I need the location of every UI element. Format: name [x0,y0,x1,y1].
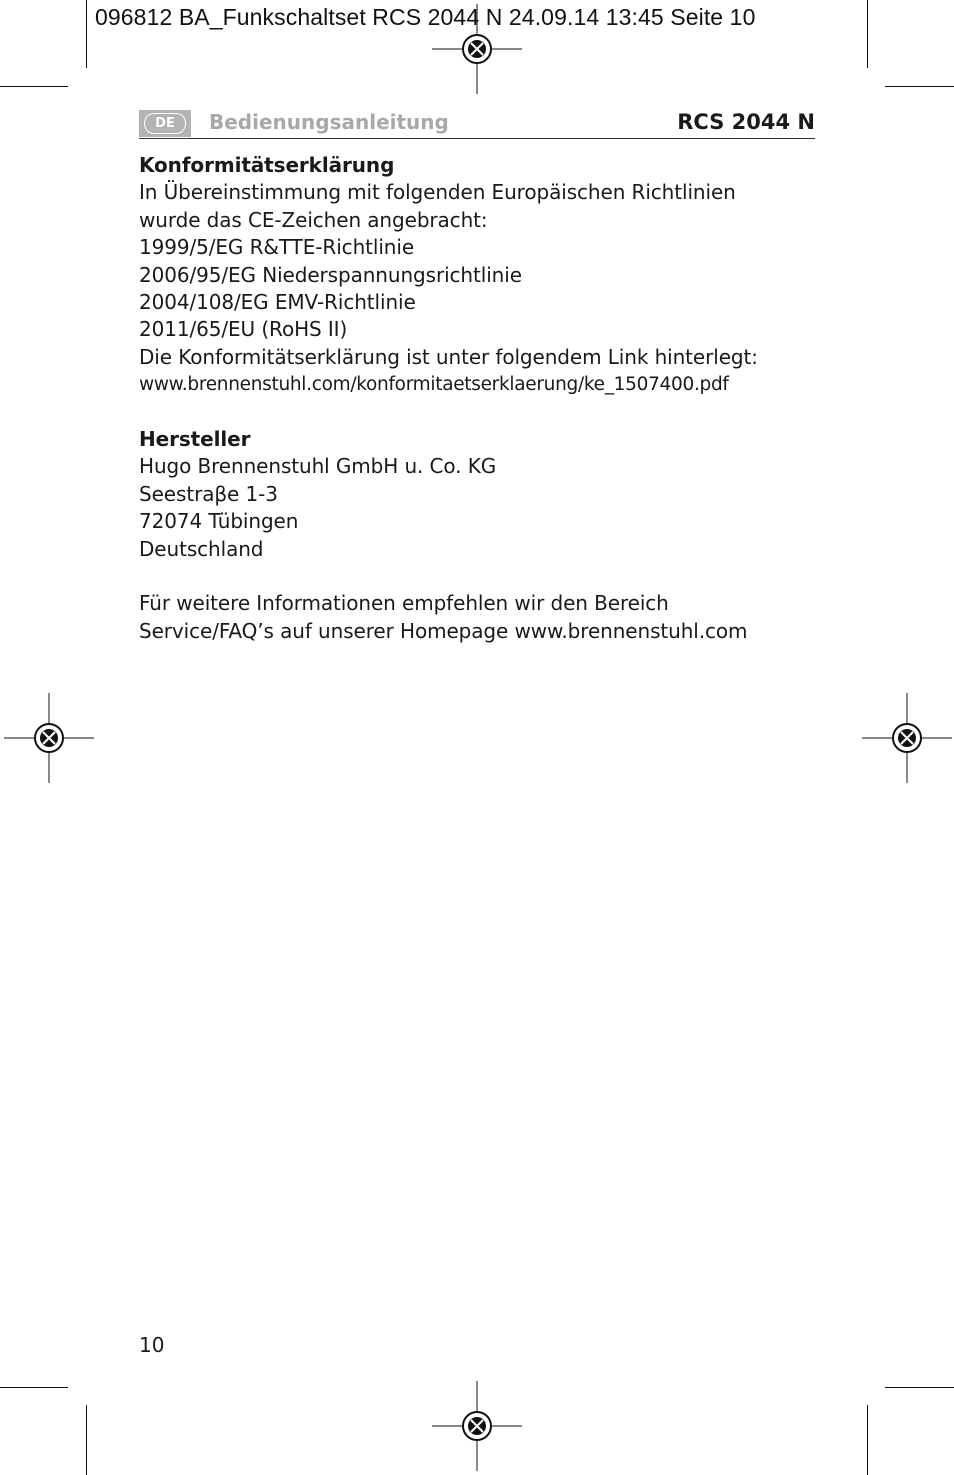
crop-mark-top-left-vertical [86,0,87,68]
model-number: RCS 2044 N [677,110,815,134]
more-info-line: Service/FAQ’s auf unserer Homepage www.brennenstuhl.com [139,618,748,643]
conformity-link: www.brennenstuhl.com/konformitaetserklaerung/ke_1507400.pdf [139,374,729,396]
directive-line: 2011/65/EU (RoHS II) [139,317,348,342]
directive-line: 2006/95/EG Niederspannungsrichtlinie [139,262,522,287]
language-code: DE [144,113,186,134]
manufacturer-street: Seestraβe 1-3 [139,481,278,506]
manufacturer-country: Deutschland [139,536,264,561]
conformity-line: Die Konformitätserklärung ist unter folgendem Link hinterlegt: [139,344,758,369]
crop-mark-bottom-left-vertical [86,1405,87,1475]
conformity-line: In Übereinstimmung mit folgenden Europäischen Richtlinien [139,180,736,205]
crop-mark-bottom-right-horizontal [885,1387,954,1388]
language-badge [139,110,191,137]
crop-mark-bottom-right-vertical [867,1405,868,1475]
document-type: Bedienungsanleitung [209,110,449,134]
crop-mark-bottom-left-horizontal [0,1387,68,1388]
registration-mark-right-icon [862,693,952,783]
manufacturer-heading: Hersteller [139,427,251,452]
crop-mark-top-right-vertical [867,0,868,68]
manufacturer-city: 72074 Tübingen [139,509,299,534]
spacer [139,563,829,590]
registration-mark-bottom-icon [432,1381,522,1471]
directive-line: 2004/108/EG EMV-Richtlinie [139,290,416,315]
directive-line: 1999/5/EG R&TTE-Richtlinie [139,235,415,260]
registration-mark-left-icon [4,693,94,783]
spacer [139,399,829,426]
more-info-line: Für weitere Informationen empfehlen wir den Bereich [139,591,669,616]
conformity-line: wurde das CE-Zeichen angebracht: [139,207,488,232]
manufacturer-section [139,426,829,563]
manufacturer-name: Hugo Brennenstuhl GmbH u. Co. KG [139,454,497,479]
page-header [139,110,815,139]
page-number: 10 [139,1333,165,1357]
more-info-section [139,590,829,645]
printer-slug-line: 096812 BA_Funkschaltset RCS 2044 N 24.09.14 13:45 Seite 10 [95,4,756,30]
conformity-section [139,152,829,399]
conformity-heading: Konformitätserklärung [139,153,395,177]
page-content [139,152,829,645]
crop-mark-top-right-horizontal [885,86,954,87]
crop-mark-top-left-horizontal [0,86,68,87]
registration-mark-top-icon [432,4,522,94]
